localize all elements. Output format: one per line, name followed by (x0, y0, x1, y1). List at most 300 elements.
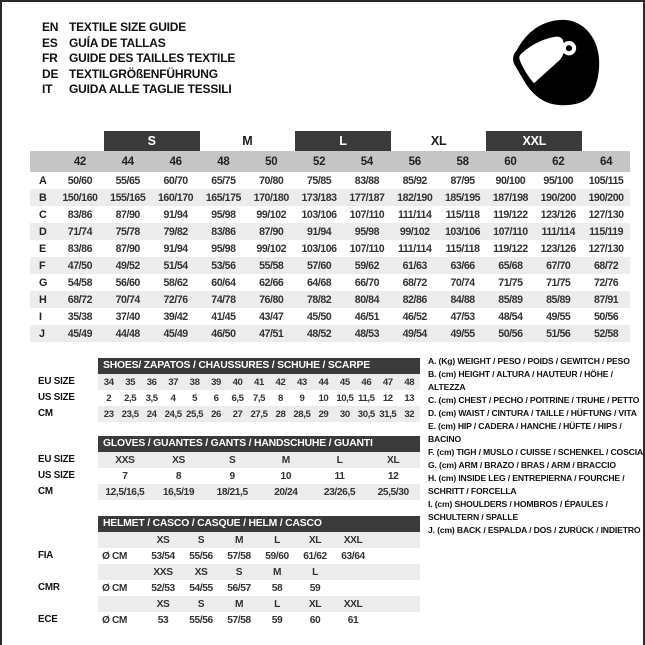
size-table-row-h (30, 291, 630, 308)
size-cell: 83/86 (67, 208, 93, 221)
table-cell: 58 (271, 582, 283, 594)
column-header: 58 (456, 155, 469, 168)
shoes-side-labels (38, 358, 98, 422)
table-cell: M (234, 598, 244, 610)
column-header: 52 (312, 155, 326, 168)
side-label-eu-size: EU SIZE (38, 454, 75, 465)
size-cell: 68/72 (402, 276, 427, 289)
helmet-row (98, 532, 420, 548)
size-cell: 115/119 (589, 225, 624, 238)
gloves-side-labels (38, 436, 98, 500)
table-cell: 9 (229, 470, 235, 482)
size-table-row-i (30, 308, 630, 325)
table-cell: 5 (192, 392, 198, 404)
helmet-table-title: HELMET / CASCO / CASQUE / HELM / CASCO (98, 516, 420, 532)
table-cell: 10 (318, 392, 329, 404)
column-header: 56 (408, 155, 421, 168)
table-cell: 46 (361, 376, 372, 388)
table-cell: 45 (339, 376, 350, 388)
size-cell: 71/75 (546, 276, 571, 289)
table-cell: 12 (387, 470, 399, 482)
size-cell: 48/52 (306, 327, 332, 340)
size-table-row-g (30, 274, 630, 291)
gloves-table-title: GLOVES / GUANTES / GANTS / HANDSCHUHE / GUANTI (98, 436, 420, 452)
size-cell: 68/72 (67, 293, 93, 306)
table-cell: 7 (122, 470, 128, 482)
size-cell: 83/88 (354, 174, 380, 187)
helmet-row (98, 548, 420, 564)
size-table-body (30, 172, 630, 342)
language-title: GUIDA ALLE TAGLIE TESSILI (69, 82, 232, 97)
size-cell: 80/84 (354, 293, 380, 306)
size-cell: 46/50 (211, 327, 236, 340)
size-cell: 99/102 (399, 225, 430, 238)
language-row (42, 67, 235, 83)
table-cell: 6,5 (231, 392, 244, 404)
size-cell: 111/114 (541, 225, 575, 238)
size-cell: 83/86 (67, 242, 93, 255)
size-group-s: S (104, 131, 200, 151)
table-cell: 23,5 (121, 408, 139, 420)
size-cell: 47/51 (259, 327, 284, 340)
side-label-us-size: US SIZE (38, 470, 75, 481)
legend-item: F. (cm) TIGH / MUSLO / CUISSE / SCHENKEL / COSCIA (428, 447, 643, 457)
side-label-empty (38, 596, 98, 612)
shoes-table-title: SHOES/ ZAPATOS / CHAUSSURES / SCHUHE / SCARPE (98, 358, 420, 374)
size-cell: 79/82 (163, 225, 188, 238)
size-cell: 48/53 (354, 327, 380, 340)
language-title: GUÍA DE TALLAS (69, 35, 166, 50)
size-cell: 74/78 (211, 293, 236, 306)
size-cell: 103/106 (301, 242, 337, 255)
size-cell: 64/68 (306, 276, 332, 289)
legend-item: I. (cm) SHOULDERS / HOMBROS / ÉPAULES / SCHULTERN / SPALLE (428, 499, 608, 522)
table-cell: 12,5/16,5 (105, 486, 145, 498)
size-cell: 47/53 (450, 310, 475, 323)
table-cell: 8 (175, 470, 182, 482)
table-cell: S (228, 454, 236, 466)
table-cell (334, 564, 372, 580)
side-label-fia: FIA (38, 550, 54, 561)
size-cell: 70/74 (115, 293, 140, 306)
legend-item: A. (Kg) WEIGHT / PESO / POIDS / GEWITCH / PESO (428, 356, 630, 366)
table-cell: S (197, 598, 205, 610)
column-header: 42 (73, 155, 87, 168)
size-row-label: J (39, 327, 46, 340)
table-cell: 35 (125, 376, 136, 388)
table-cell: 47 (382, 376, 393, 388)
size-cell: 115/118 (445, 242, 480, 255)
size-cell: 85/89 (546, 293, 571, 306)
helmet-row (98, 564, 420, 580)
table-cell: 55/56 (189, 550, 213, 562)
size-group-xl: XL (430, 134, 447, 148)
table-cell: 8 (277, 392, 283, 404)
size-cell: 99/102 (256, 208, 287, 221)
size-cell: 76/80 (259, 293, 284, 306)
column-header: 50 (265, 155, 278, 168)
language-row (42, 36, 235, 52)
size-cell: 45/49 (163, 327, 188, 340)
size-cell: 127/130 (588, 242, 624, 255)
size-cell: 99/102 (256, 242, 287, 255)
legend-item: C. (cm) CHEST / PECHO / POITRINE / TRUHE / PETTO (428, 395, 640, 405)
size-row-label: C (39, 208, 47, 221)
language-code: EN (42, 20, 59, 34)
legend-list (428, 355, 643, 537)
size-cell: 87/91 (593, 293, 619, 306)
table-cell: 6 (213, 392, 219, 404)
size-cell: 91/94 (163, 208, 188, 221)
size-cell: 91/94 (163, 242, 188, 255)
size-cell: 57/60 (306, 259, 332, 272)
size-group-row (30, 131, 630, 151)
column-header: 54 (360, 155, 373, 168)
side-label-cm: CM (38, 408, 53, 419)
size-cell: 49/55 (546, 310, 571, 323)
side-label-cmr: CMR (38, 582, 60, 593)
textile-size-table (30, 131, 630, 342)
size-cell: 62/66 (259, 276, 284, 289)
side-label-ece: ECE (38, 614, 58, 625)
helmet-side-spacer (38, 516, 98, 532)
column-header: 62 (552, 155, 565, 168)
size-cell: 103/106 (301, 208, 337, 221)
size-group-l: L (295, 131, 391, 151)
size-cell: 95/98 (211, 208, 236, 221)
size-cell: 45/50 (306, 310, 332, 323)
table-cell: 18/21,5 (216, 486, 248, 498)
table-cell: L (336, 454, 343, 466)
size-cell: 75/78 (115, 225, 140, 238)
helmet-row (98, 596, 420, 612)
table-cell: 53 (157, 614, 169, 626)
table-cell: 11 (334, 470, 345, 482)
side-label-cm: CM (38, 486, 53, 497)
table-cell: 48 (404, 376, 415, 388)
size-table-row-c (30, 206, 630, 223)
helmet-section (38, 516, 422, 628)
size-cell: 61/63 (402, 259, 427, 272)
table-cell: 61/62 (303, 550, 327, 562)
language-title: TEXTILE SIZE GUIDE (69, 20, 187, 34)
language-code: ES (42, 35, 58, 50)
size-cell: 49/55 (450, 327, 475, 340)
size-cell: 53/56 (211, 259, 236, 272)
table-cell: 27 (232, 408, 243, 420)
table-cell: 10,5 (336, 392, 354, 404)
size-cell: 177/187 (349, 191, 385, 204)
diameter-cm-label: Ø CM (102, 582, 127, 594)
size-cell: 85/92 (402, 174, 427, 187)
size-column-row (30, 151, 630, 172)
size-cell: 66/70 (354, 276, 380, 289)
table-cell: 20/24 (274, 486, 298, 498)
gloves-side-spacer (38, 436, 98, 452)
language-list (42, 20, 235, 98)
size-cell: 95/98 (211, 242, 236, 255)
size-table-row-e (30, 240, 630, 257)
size-cell: 37/40 (115, 310, 140, 323)
table-cell: 56/57 (227, 582, 251, 594)
size-cell: 87/95 (450, 174, 475, 187)
table-cell: L (274, 534, 280, 546)
size-cell: 50/60 (67, 174, 93, 187)
table-cell: M (234, 534, 244, 546)
table-cell: XL (308, 598, 322, 610)
size-cell: 41/45 (211, 310, 236, 323)
table-cell: 23 (103, 408, 114, 420)
table-cell: 44 (318, 376, 329, 388)
size-cell: 123/126 (540, 208, 576, 221)
table-cell: 38 (189, 376, 200, 388)
table-cell: 28 (275, 408, 286, 420)
table-cell: 37 (168, 376, 179, 388)
size-cell: 72/76 (593, 276, 619, 289)
size-cell: 187/198 (492, 191, 528, 204)
size-cell: 170/180 (253, 191, 289, 204)
shoes-side-spacer (38, 358, 98, 374)
size-cell: 83/86 (211, 225, 236, 238)
table-cell: 61 (347, 614, 359, 626)
shoes-table-body (98, 374, 420, 422)
table-cell: 16,5/19 (162, 486, 195, 498)
size-table-row-b (30, 189, 630, 206)
table-cell: 13 (404, 392, 415, 404)
table-cell: 40 (232, 376, 243, 388)
size-cell: 35/38 (67, 310, 93, 323)
size-cell: 55/65 (115, 174, 140, 187)
size-table-row-d (30, 223, 630, 240)
table-cell: XXL (343, 598, 363, 610)
table-cell: XXS (115, 454, 135, 466)
size-cell: 55/58 (259, 259, 284, 272)
table-cell: 23/26,5 (323, 486, 356, 498)
size-cell: 50/56 (498, 327, 523, 340)
size-cell: 103/106 (444, 225, 481, 238)
table-cell: 25,5/30 (377, 486, 409, 498)
size-cell: 95/100 (543, 174, 574, 187)
size-cell: 59/62 (354, 259, 380, 272)
helmet-table-body (98, 532, 420, 628)
size-cell: 190/200 (540, 191, 576, 204)
size-row-label: A (39, 174, 47, 187)
size-cell: 71/75 (498, 276, 523, 289)
legend-item: D. (cm) WAIST / CINTURA / TAILLE / HÜFTUNG / VITA (428, 408, 637, 418)
size-cell: 72/76 (163, 293, 188, 306)
table-cell: 30,5 (357, 408, 375, 420)
size-row-label: B (39, 191, 47, 204)
table-cell: 30 (339, 408, 350, 420)
size-row-label: I (39, 310, 42, 323)
column-header-spacer (30, 151, 56, 172)
size-cell: 107/110 (349, 208, 385, 221)
legend-item: J. (cm) BACK / ESPALDA / DOS / ZURÜCK / INDIETRO (428, 525, 641, 535)
size-cell: 107/110 (349, 242, 385, 255)
size-cell: 56/60 (115, 276, 140, 289)
size-cell: 84/88 (450, 293, 475, 306)
size-cell: 150/160 (62, 191, 98, 204)
size-cell: 105/115 (588, 174, 624, 187)
table-cell: 34 (103, 376, 114, 388)
size-cell: 49/52 (115, 259, 140, 272)
table-cell: 57/58 (227, 550, 251, 562)
empty-cell (98, 564, 144, 580)
size-row-label: G (39, 276, 48, 289)
size-cell: 160/170 (157, 191, 194, 204)
size-cell: 95/98 (354, 225, 380, 238)
table-cell: 27,5 (250, 408, 268, 420)
size-row-label: F (39, 259, 46, 272)
table-cell: 24,5 (164, 408, 182, 420)
size-cell: 185/195 (444, 191, 481, 204)
empty-cell (98, 596, 144, 612)
size-cell: 87/90 (115, 208, 140, 221)
shoes-row (98, 374, 420, 390)
size-cell: 87/90 (115, 242, 140, 255)
gloves-row (98, 484, 420, 500)
size-cell: 75/85 (306, 174, 332, 187)
table-cell: 55/56 (189, 614, 213, 626)
size-cell: 65/75 (211, 174, 236, 187)
size-cell: 68/72 (593, 259, 619, 272)
table-cell: S (197, 534, 205, 546)
size-cell: 46/52 (402, 310, 427, 323)
size-cell: 71/74 (67, 225, 93, 238)
table-cell: 3,5 (145, 392, 158, 404)
size-cell: 70/74 (450, 276, 475, 289)
size-cell: 39/42 (163, 310, 188, 323)
language-row (42, 51, 235, 67)
gloves-section (38, 436, 422, 500)
legend-item: H. (cm) INSIDE LEG / ENTREPIERNA / FOURCHE / SCHRITT / FORCELLA (428, 473, 625, 496)
diameter-cm-label: Ø CM (102, 550, 127, 562)
size-cell: 49/54 (402, 327, 427, 340)
table-cell: 9 (299, 392, 305, 404)
size-cell: 70/80 (259, 174, 284, 187)
size-cell: 52/58 (593, 327, 619, 340)
side-label-eu-size: EU SIZE (38, 376, 75, 387)
gloves-table (98, 436, 420, 500)
size-cell: 63/66 (450, 259, 475, 272)
size-cell: 51/54 (163, 259, 188, 272)
column-header: 44 (121, 155, 134, 168)
helmet-side-labels (38, 516, 98, 628)
size-cell: 54/58 (67, 276, 93, 289)
language-code: FR (42, 51, 58, 66)
size-cell: 90/100 (495, 174, 526, 187)
table-cell: S (235, 566, 243, 578)
size-cell: 119/122 (493, 208, 528, 221)
table-cell: 59 (309, 582, 321, 594)
table-cell: 57/58 (227, 614, 251, 626)
size-cell: 51/56 (546, 327, 571, 340)
size-cell: 58/62 (163, 276, 188, 289)
table-cell: 32 (404, 408, 415, 420)
size-table-row-f (30, 257, 630, 274)
size-cell: 165/175 (205, 191, 241, 204)
table-cell: 52/53 (151, 582, 175, 594)
table-cell: XXL (343, 534, 363, 546)
size-row-label: H (39, 293, 47, 306)
side-label-us-size: US SIZE (38, 392, 75, 403)
column-header: 60 (504, 155, 517, 168)
table-cell: 43 (296, 376, 307, 388)
table-cell: 63/64 (341, 550, 365, 562)
size-cell: 43/47 (259, 310, 284, 323)
table-cell: 39 (211, 376, 221, 388)
table-cell: 24 (146, 408, 157, 420)
size-cell: 111/114 (398, 208, 432, 221)
size-cell: 48/54 (498, 310, 523, 323)
size-cell: 78/82 (306, 293, 332, 306)
table-cell: 4 (170, 392, 176, 404)
size-cell: 87/90 (259, 225, 284, 238)
table-cell (334, 580, 372, 596)
size-row-label: E (39, 242, 47, 255)
language-title: GUIDE DES TAILLES TEXTILE (69, 51, 236, 66)
table-cell: XXS (153, 566, 173, 578)
size-cell: 50/56 (593, 310, 619, 323)
language-code: IT (42, 82, 53, 97)
table-cell: XL (308, 534, 322, 546)
diameter-cm-label: Ø CM (102, 614, 127, 626)
table-cell: 28,5 (293, 408, 311, 420)
size-cell: 47/50 (67, 259, 93, 272)
legend-item: E. (cm) HIP / CADERA / HANCHE / HÜFTE / HIPS / BACINO (428, 421, 622, 444)
table-cell: 36 (146, 376, 157, 388)
column-header: 64 (599, 155, 613, 168)
table-cell: M (281, 454, 290, 466)
size-cell: 45/49 (67, 327, 93, 340)
table-cell: XS (156, 598, 170, 610)
table-cell: 2 (106, 392, 112, 404)
helmet-table (98, 516, 420, 628)
legend-item: B. (cm) HEIGHT / ALTURA / HAUTEUR / HÖHE / ALTEZZA (428, 369, 613, 392)
sub-tables (38, 358, 422, 628)
table-cell: XL (387, 454, 400, 466)
table-cell: 2,5 (124, 392, 137, 404)
size-cell: 123/126 (540, 242, 576, 255)
side-label-empty (38, 564, 98, 580)
size-cell: 190/200 (588, 191, 624, 204)
table-cell: XS (156, 534, 170, 546)
size-cell: 60/70 (163, 174, 188, 187)
shoes-row (98, 406, 420, 422)
column-header: 48 (217, 155, 230, 168)
racing-helmet-icon (505, 16, 607, 112)
size-cell: 127/130 (588, 208, 624, 221)
size-cell: 115/118 (445, 208, 480, 221)
table-cell: M (272, 566, 282, 578)
table-cell: 29 (318, 408, 329, 420)
shoes-row (98, 390, 420, 406)
empty-cell (98, 532, 144, 548)
table-cell: XS (172, 454, 185, 466)
language-title: TEXTILGRÖßENFÜHRUNG (69, 66, 218, 81)
table-cell: L (274, 598, 280, 610)
size-group-xxl: XXL (486, 131, 582, 151)
table-cell: 25,5 (186, 408, 204, 420)
helmet-row (98, 580, 420, 596)
table-cell: 31,5 (379, 408, 397, 420)
table-cell: 53/54 (151, 550, 175, 562)
size-cell: 173/183 (301, 191, 337, 204)
size-cell: 155/165 (110, 191, 146, 204)
shoes-section (38, 358, 422, 422)
size-cell: 67/70 (546, 259, 571, 272)
table-cell: 11,5 (358, 392, 375, 404)
